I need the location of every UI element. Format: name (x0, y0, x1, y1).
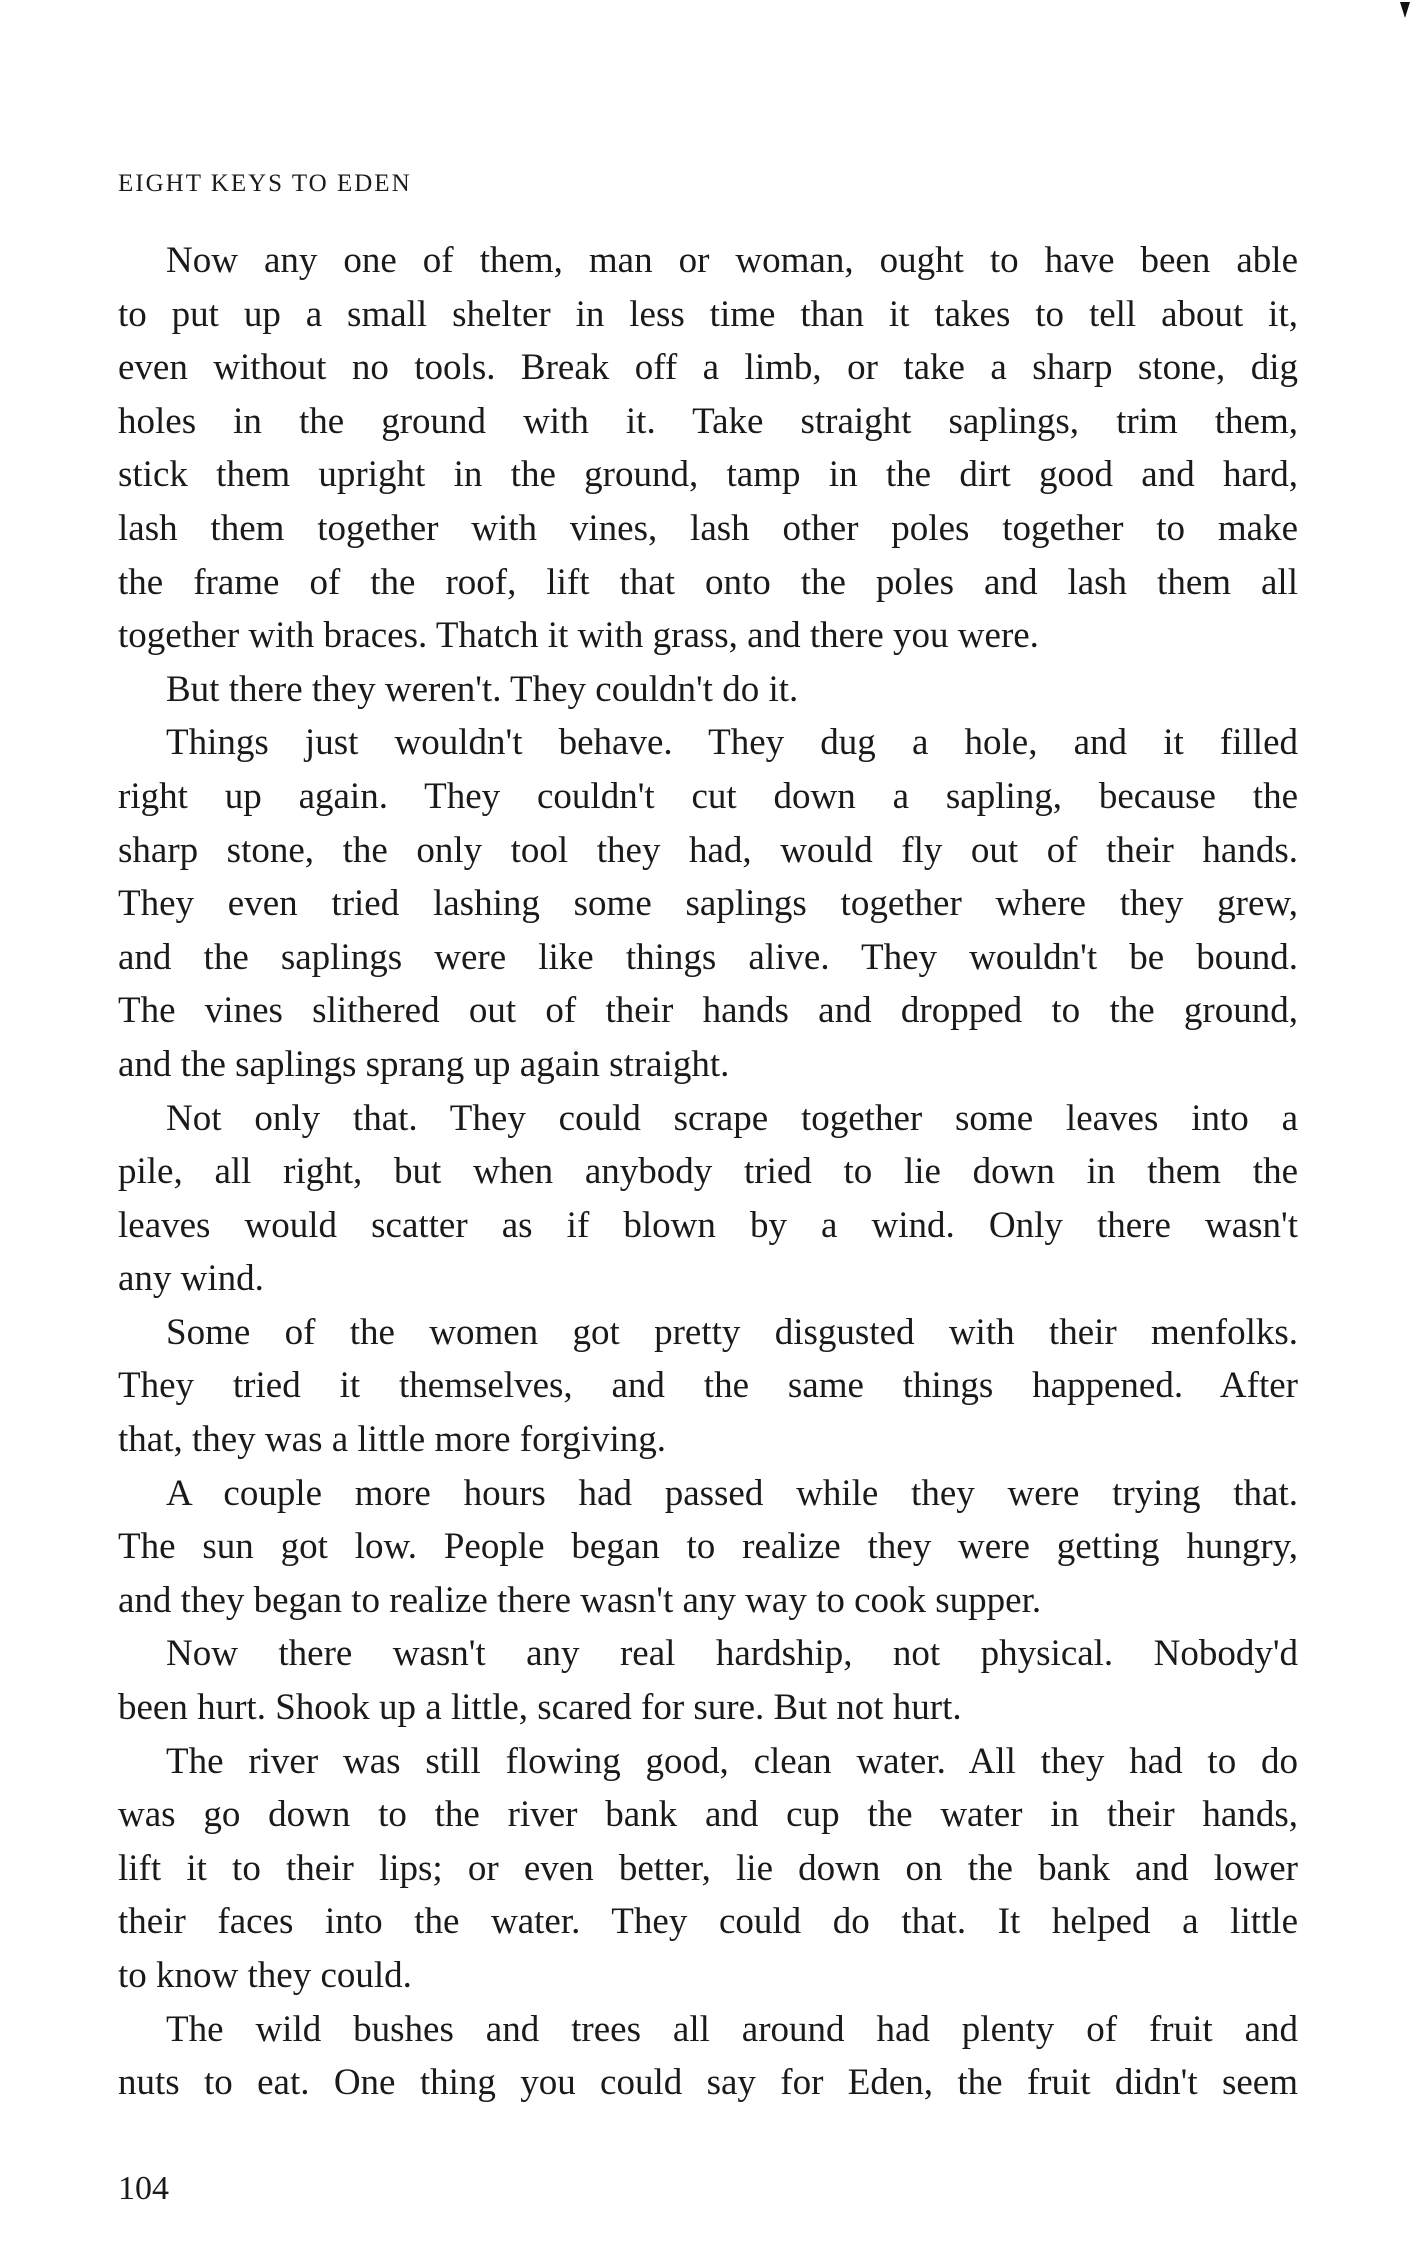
text-line: holes in the ground with it. Take straight saplings, trim them, (118, 400, 1298, 442)
page-number: 104 (118, 2170, 169, 2207)
text-line: The vines slithered out of their hands and dropped to the ground, (118, 990, 1298, 1032)
text-line: lift it to their lips; or even better, lie down on the bank and lower (118, 1847, 1298, 1889)
text-line: right up again. They couldn't cut down a sapling, because the (118, 775, 1298, 817)
text-line: lash them together with vines, lash other poles together to make (118, 507, 1298, 549)
text-line: their faces into the water. They could do that. It helped a little (118, 1901, 1298, 1943)
text-line: Now any one of them, man or woman, ought to have been able (166, 240, 1298, 281)
text-line: sharp stone, the only tool they had, would fly out of their hands. (118, 829, 1298, 871)
running-head: EIGHT KEYS TO EDEN (118, 170, 412, 197)
corner-mark (1400, 2, 1410, 18)
text-line: Not only that. They could scrape together some leaves into a (166, 1097, 1298, 1139)
body-text (118, 234, 1298, 2110)
text-line: Things just wouldn't behave. They dug a hole, and it filled (166, 722, 1298, 764)
text-line: They tried it themselves, and the same things happened. After (118, 1365, 1298, 1407)
text-line: A couple more hours had passed while they were trying that. (166, 1472, 1298, 1514)
text-line: stick them upright in the ground, tamp in the dirt good and hard, (118, 454, 1298, 496)
text-line: that, they was a little more forgiving. (118, 1419, 667, 1461)
text-line: was go down to the river bank and cup the water in their hands, (118, 1794, 1298, 1836)
text-line: any wind. (118, 1258, 264, 1300)
text-line: and they began to realize there wasn't any way to cook supper. (118, 1579, 1042, 1621)
text-line: even without no tools. Break off a limb, or take a sharp stone, dig (118, 347, 1298, 389)
text-line: The sun got low. People began to realize they were getting hungry, (118, 1526, 1298, 1568)
text-line: the frame of the roof, lift that onto the poles and lash them all (118, 561, 1298, 603)
text-line: Now there wasn't any real hardship, not physical. Nobody'd (166, 1633, 1298, 1675)
text-line: together with braces. Thatch it with grass, and there you were. (118, 615, 1039, 657)
text-line: and the saplings were like things alive. They wouldn't be bound. (118, 936, 1298, 978)
text-line: The wild bushes and trees all around had plenty of fruit and (166, 2008, 1298, 2050)
text-line: nuts to eat. One thing you could say for Eden, the fruit didn't seem (118, 2062, 1298, 2104)
text-line: to put up a small shelter in less time than it takes to tell about it, (118, 293, 1298, 335)
text-line: leaves would scatter as if blown by a wind. Only there wasn't (118, 1204, 1298, 1246)
text-line: pile, all right, but when anybody tried to lie down in them the (118, 1151, 1298, 1193)
text-line: to know they could. (118, 1955, 412, 1996)
text-line: been hurt. Shook up a little, scared for sure. But not hurt. (118, 1687, 962, 1729)
text-line: They even tried lashing some saplings together where they grew, (118, 883, 1298, 925)
text-line: But there they weren't. They couldn't do it. (166, 668, 799, 710)
text-line: and the saplings sprang up again straight. (118, 1043, 730, 1085)
text-line: Some of the women got pretty disgusted with their menfolks. (166, 1311, 1298, 1353)
text-line: The river was still flowing good, clean water. All they had to do (166, 1740, 1298, 1782)
